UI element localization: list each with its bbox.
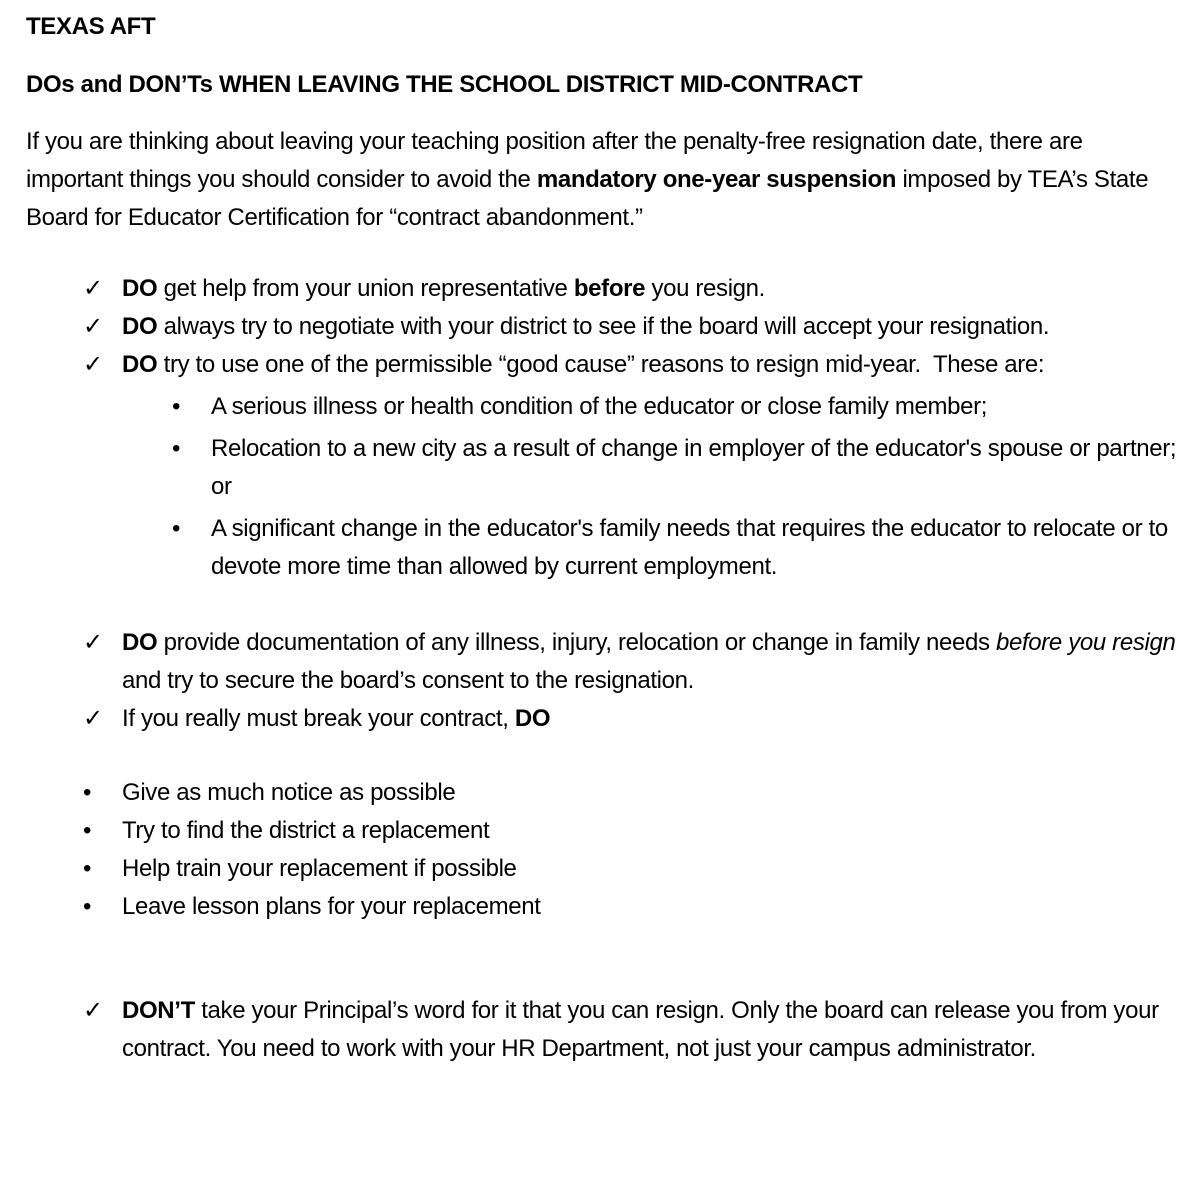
checklist-item [26, 624, 1182, 700]
list-item-text [122, 850, 1178, 888]
text-segment: imposed by TEA’s State Board for Educator Certification for “contract abandonment.” [26, 166, 1155, 231]
checklist-item [26, 346, 1178, 384]
text-segment: and try to secure the board’s consent to the resignation. [122, 629, 1182, 694]
text-segment: A significant change in the educator's family needs that requires the educator to relocate or to devote more time than allowed by current employment. [211, 515, 1175, 580]
list-item-text [211, 388, 1178, 426]
checklist-item [26, 270, 1178, 308]
checklist-item [26, 992, 1178, 1068]
bullet-marker-icon: • [172, 515, 181, 542]
text-segment: DO [122, 275, 158, 302]
check-marker-icon: ✓ [83, 275, 103, 302]
check-marker-icon: ✓ [83, 629, 103, 656]
text-segment: Give as much notice as possible [122, 779, 456, 806]
checklist-item [26, 308, 1178, 346]
list-item-text [122, 308, 1178, 346]
text-segment: provide documentation of any illness, injury, relocation or change in family needs [157, 629, 996, 656]
text-segment: DON’T [122, 997, 195, 1024]
do-checklist-top [26, 270, 1178, 384]
text-segment: Leave lesson plans for your replacement [122, 893, 541, 920]
list-item-text [122, 812, 1178, 850]
bullet-marker-icon: • [83, 893, 92, 920]
page-title: DOs and DON’Ts WHEN LEAVING THE SCHOOL DISTRICT MID-CONTRACT [26, 71, 863, 98]
list-item-text [211, 510, 1178, 586]
tip-item [26, 774, 1178, 812]
text-segment: A serious illness or health condition of the educator or close family member; [211, 393, 988, 420]
text-segment: DO [122, 629, 158, 656]
tip-item [26, 850, 1178, 888]
text-segment: get help from your union representative [157, 275, 574, 302]
text-segment: try to use one of the permissible “good cause” reasons to resign mid-year. These are: [157, 351, 1045, 378]
good-cause-reasons-list [26, 388, 1183, 586]
check-marker-icon: ✓ [83, 351, 103, 378]
text-segment: Help train your replacement if possible [122, 855, 517, 882]
text-segment: before [573, 275, 646, 302]
list-item-text [122, 270, 1178, 308]
text-segment: you resign. [645, 275, 765, 302]
check-marker-icon: ✓ [83, 705, 103, 732]
good-cause-item [26, 388, 1178, 426]
list-item-text [122, 624, 1182, 700]
bullet-marker-icon: • [172, 393, 181, 420]
list-item-text [211, 430, 1183, 506]
text-segment: mandatory one-year suspension [536, 166, 897, 193]
org-name: TEXAS AFT [26, 13, 156, 40]
list-item-text [122, 700, 1178, 738]
list-item-text [122, 992, 1178, 1068]
intro-paragraph [26, 123, 1178, 237]
break-contract-tips-list [26, 774, 1178, 926]
dont-checklist [26, 992, 1178, 1068]
tip-item [26, 888, 1178, 926]
tip-item [26, 812, 1178, 850]
bullet-marker-icon: • [172, 435, 181, 462]
good-cause-item [26, 430, 1183, 506]
good-cause-item [26, 510, 1178, 586]
bullet-marker-icon: • [83, 779, 92, 806]
check-marker-icon: ✓ [83, 997, 103, 1024]
text-segment: Relocation to a new city as a result of change in employer of the educator's spouse or partner; or [211, 435, 1183, 500]
text-segment: DO [122, 351, 158, 378]
text-segment: If you are thinking about leaving your teaching position after the penalty-free resignation date, there are important things you should consider to avoid the [26, 128, 1089, 193]
do-checklist-documentation [26, 624, 1182, 738]
text-segment: DO [514, 705, 551, 732]
text-segment: DO [122, 313, 158, 340]
check-marker-icon: ✓ [83, 313, 103, 340]
text-segment: always try to negotiate with your district to see if the board will accept your resignation. [157, 313, 1050, 340]
list-item-text [122, 774, 1178, 812]
bullet-marker-icon: • [83, 817, 92, 844]
text-segment: take your Principal’s word for it that you can resign. Only the board can release you from your contract. You need to work with your HR Department, not just your campus administrator. [122, 997, 1166, 1062]
text-segment: If you really must break your contract, [122, 705, 515, 732]
text-segment: Try to find the district a replacement [122, 817, 490, 844]
checklist-item [26, 700, 1178, 738]
bullet-marker-icon: • [83, 855, 92, 882]
list-item-text [122, 888, 1178, 926]
list-item-text [122, 346, 1178, 384]
text-segment: before you resign [995, 629, 1176, 656]
